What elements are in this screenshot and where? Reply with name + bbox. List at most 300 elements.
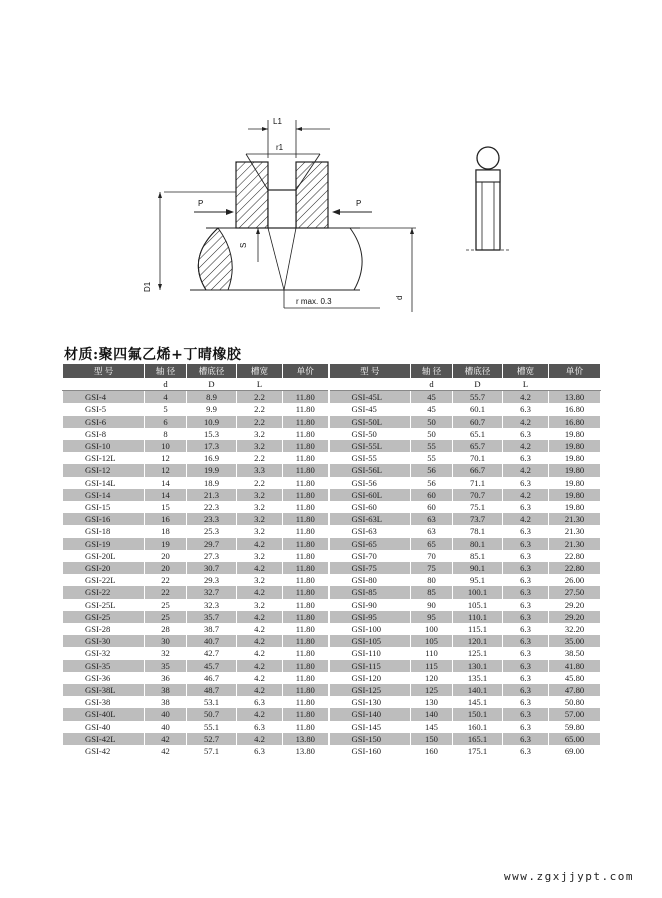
price-cell: 11.80 xyxy=(283,635,329,647)
groove-width-cell: 3.2 xyxy=(237,513,283,525)
column-header: 槽宽 xyxy=(237,364,283,378)
groove-diameter-cell: 135.1 xyxy=(453,672,503,684)
table-row xyxy=(63,440,601,452)
column-header: 槽底径 xyxy=(453,364,503,378)
price-cell: 69.00 xyxy=(549,745,601,757)
groove-diameter-cell: 150.1 xyxy=(453,708,503,720)
groove-width-cell: 3.2 xyxy=(237,428,283,440)
table-row xyxy=(63,660,601,672)
column-header: 轴 径 xyxy=(411,364,453,378)
groove-width-cell: 6.3 xyxy=(503,660,549,672)
groove-diameter-cell: 19.9 xyxy=(187,464,237,476)
groove-width-cell: 6.3 xyxy=(503,672,549,684)
shaft-diameter-cell: 145 xyxy=(411,721,453,733)
groove-diameter-cell: 140.1 xyxy=(453,684,503,696)
groove-width-cell: 4.2 xyxy=(237,623,283,635)
price-cell: 19.80 xyxy=(549,477,601,489)
shaft-diameter-cell: 4 xyxy=(145,391,187,404)
price-cell: 21.30 xyxy=(549,538,601,550)
groove-width-cell: 4.2 xyxy=(237,672,283,684)
groove-width-cell: 3.2 xyxy=(237,550,283,562)
shaft-diameter-cell: 50 xyxy=(411,416,453,428)
table-row xyxy=(63,452,601,464)
price-cell: 11.80 xyxy=(283,477,329,489)
column-subheader: d xyxy=(145,378,187,391)
price-cell: 13.80 xyxy=(549,391,601,404)
model-cell: GSI-16 xyxy=(63,513,145,525)
shaft-diameter-cell: 55 xyxy=(411,452,453,464)
model-cell: GSI-30 xyxy=(63,635,145,647)
shaft-diameter-cell: 60 xyxy=(411,489,453,501)
shaft-diameter-cell: 42 xyxy=(145,733,187,745)
price-cell: 11.80 xyxy=(283,416,329,428)
shaft-diameter-cell: 90 xyxy=(411,599,453,611)
price-cell: 21.30 xyxy=(549,525,601,537)
groove-width-cell: 6.3 xyxy=(503,721,549,733)
price-cell: 21.30 xyxy=(549,513,601,525)
model-cell: GSI-65 xyxy=(329,538,411,550)
table-subheader-row xyxy=(63,378,601,391)
groove-diameter-cell: 95.1 xyxy=(453,574,503,586)
price-cell: 11.80 xyxy=(283,721,329,733)
model-cell: GSI-140 xyxy=(329,708,411,720)
groove-width-cell: 6.3 xyxy=(503,599,549,611)
groove-diameter-cell: 42.7 xyxy=(187,647,237,659)
shaft-diameter-cell: 30 xyxy=(145,635,187,647)
price-cell: 19.80 xyxy=(549,501,601,513)
model-cell: GSI-38 xyxy=(63,696,145,708)
groove-diameter-cell: 30.7 xyxy=(187,562,237,574)
model-cell: GSI-36 xyxy=(63,672,145,684)
price-cell: 11.80 xyxy=(283,708,329,720)
table-row xyxy=(63,733,601,745)
model-cell: GSI-55 xyxy=(329,452,411,464)
groove-width-cell: 4.2 xyxy=(237,635,283,647)
groove-width-cell: 6.3 xyxy=(503,574,549,586)
price-cell: 32.20 xyxy=(549,623,601,635)
d1-label: D1 xyxy=(143,281,152,292)
model-cell: GSI-32 xyxy=(63,647,145,659)
groove-diameter-cell: 50.7 xyxy=(187,708,237,720)
groove-diameter-cell: 32.7 xyxy=(187,586,237,598)
groove-diameter-cell: 115.1 xyxy=(453,623,503,635)
price-cell: 11.80 xyxy=(283,672,329,684)
shaft-diameter-cell: 25 xyxy=(145,611,187,623)
price-cell: 41.80 xyxy=(549,660,601,672)
groove-diameter-cell: 8.9 xyxy=(187,391,237,404)
price-cell: 19.80 xyxy=(549,452,601,464)
price-cell: 11.80 xyxy=(283,428,329,440)
price-cell: 45.80 xyxy=(549,672,601,684)
shaft-diameter-cell: 36 xyxy=(145,672,187,684)
groove-width-cell: 6.3 xyxy=(503,452,549,464)
groove-diameter-cell: 75.1 xyxy=(453,501,503,513)
model-cell: GSI-22L xyxy=(63,574,145,586)
groove-diameter-cell: 10.9 xyxy=(187,416,237,428)
price-cell: 11.80 xyxy=(283,391,329,404)
groove-width-cell: 6.3 xyxy=(503,733,549,745)
shaft-diameter-cell: 50 xyxy=(411,428,453,440)
groove-diameter-cell: 52.7 xyxy=(187,733,237,745)
price-cell: 11.80 xyxy=(283,550,329,562)
groove-diameter-cell: 29.3 xyxy=(187,574,237,586)
spec-table xyxy=(62,364,601,757)
model-cell: GSI-63L xyxy=(329,513,411,525)
s-label: S xyxy=(239,242,248,248)
table-row xyxy=(63,574,601,586)
groove-diameter-cell: 9.9 xyxy=(187,403,237,415)
groove-width-cell: 2.2 xyxy=(237,452,283,464)
shaft-diameter-cell: 12 xyxy=(145,452,187,464)
price-cell: 57.00 xyxy=(549,708,601,720)
groove-width-cell: 6.3 xyxy=(503,428,549,440)
price-cell: 11.80 xyxy=(283,452,329,464)
p-right-label: P xyxy=(356,199,362,208)
model-cell: GSI-56L xyxy=(329,464,411,476)
groove-width-cell: 6.3 xyxy=(503,745,549,757)
shaft-diameter-cell: 32 xyxy=(145,647,187,659)
model-cell: GSI-100 xyxy=(329,623,411,635)
column-subheader: d xyxy=(411,378,453,391)
table-row xyxy=(63,391,601,404)
price-cell: 29.20 xyxy=(549,611,601,623)
shaft-diameter-cell: 120 xyxy=(411,672,453,684)
groove-diameter-cell: 90.1 xyxy=(453,562,503,574)
table-row xyxy=(63,586,601,598)
model-cell: GSI-38L xyxy=(63,684,145,696)
groove-width-cell: 4.2 xyxy=(237,586,283,598)
column-header: 单价 xyxy=(549,364,601,378)
shaft-diameter-cell: 125 xyxy=(411,684,453,696)
table-row xyxy=(63,647,601,659)
groove-width-cell: 6.3 xyxy=(503,562,549,574)
model-cell: GSI-40L xyxy=(63,708,145,720)
groove-diameter-cell: 73.7 xyxy=(453,513,503,525)
groove-diameter-cell: 66.7 xyxy=(453,464,503,476)
groove-diameter-cell: 65.1 xyxy=(453,428,503,440)
groove-diameter-cell: 60.7 xyxy=(453,416,503,428)
groove-width-cell: 6.3 xyxy=(503,696,549,708)
shaft-diameter-cell: 95 xyxy=(411,611,453,623)
groove-width-cell: 3.2 xyxy=(237,574,283,586)
groove-diameter-cell: 78.1 xyxy=(453,525,503,537)
model-cell: GSI-90 xyxy=(329,599,411,611)
price-cell: 50.80 xyxy=(549,696,601,708)
groove-width-cell: 4.2 xyxy=(237,562,283,574)
shaft-diameter-cell: 85 xyxy=(411,586,453,598)
groove-diameter-cell: 32.3 xyxy=(187,599,237,611)
model-cell: GSI-145 xyxy=(329,721,411,733)
shaft-diameter-cell: 42 xyxy=(145,745,187,757)
column-header: 槽宽 xyxy=(503,364,549,378)
table-body xyxy=(63,391,601,758)
price-cell: 38.50 xyxy=(549,647,601,659)
groove-diameter-cell: 110.1 xyxy=(453,611,503,623)
groove-width-cell: 4.2 xyxy=(237,538,283,550)
table-row xyxy=(63,696,601,708)
table-row xyxy=(63,525,601,537)
column-subheader: L xyxy=(237,378,283,391)
groove-width-cell: 4.2 xyxy=(503,464,549,476)
groove-diameter-cell: 175.1 xyxy=(453,745,503,757)
shaft-diameter-cell: 14 xyxy=(145,477,187,489)
groove-width-cell: 4.2 xyxy=(503,513,549,525)
groove-width-cell: 6.3 xyxy=(503,586,549,598)
r1-label: r1 xyxy=(276,143,284,152)
price-cell: 11.80 xyxy=(283,464,329,476)
groove-diameter-cell: 80.1 xyxy=(453,538,503,550)
price-cell: 11.80 xyxy=(283,586,329,598)
price-cell: 11.80 xyxy=(283,403,329,415)
groove-diameter-cell: 16.9 xyxy=(187,452,237,464)
price-cell: 11.80 xyxy=(283,574,329,586)
shaft-diameter-cell: 10 xyxy=(145,440,187,452)
model-cell: GSI-22 xyxy=(63,586,145,598)
groove-width-cell: 4.2 xyxy=(237,647,283,659)
shaft-diameter-cell: 63 xyxy=(411,513,453,525)
groove-diameter-cell: 120.1 xyxy=(453,635,503,647)
price-cell: 11.80 xyxy=(283,660,329,672)
price-cell: 59.80 xyxy=(549,721,601,733)
model-cell: GSI-35 xyxy=(63,660,145,672)
table-row xyxy=(63,538,601,550)
price-cell: 47.80 xyxy=(549,684,601,696)
shaft-diameter-cell: 70 xyxy=(411,550,453,562)
shaft-diameter-cell: 75 xyxy=(411,562,453,574)
groove-width-cell: 3.3 xyxy=(237,464,283,476)
column-header: 型 号 xyxy=(329,364,411,378)
model-cell: GSI-12L xyxy=(63,452,145,464)
groove-width-cell: 6.3 xyxy=(237,696,283,708)
table-row xyxy=(63,416,601,428)
shaft-diameter-cell: 60 xyxy=(411,501,453,513)
shaft-diameter-cell: 20 xyxy=(145,550,187,562)
price-cell: 19.80 xyxy=(549,428,601,440)
table-row xyxy=(63,550,601,562)
groove-diameter-cell: 100.1 xyxy=(453,586,503,598)
column-header: 单价 xyxy=(283,364,329,378)
shaft-diameter-cell: 6 xyxy=(145,416,187,428)
model-cell: GSI-45 xyxy=(329,403,411,415)
table-row xyxy=(63,501,601,513)
model-cell: GSI-20 xyxy=(63,562,145,574)
shaft-diameter-cell: 18 xyxy=(145,525,187,537)
price-cell: 11.80 xyxy=(283,501,329,513)
d-label: d xyxy=(395,295,404,300)
shaft-diameter-cell: 56 xyxy=(411,464,453,476)
shaft-diameter-cell: 19 xyxy=(145,538,187,550)
table-row xyxy=(63,464,601,476)
shaft-diameter-cell: 65 xyxy=(411,538,453,550)
table-row xyxy=(63,745,601,757)
groove-width-cell: 2.2 xyxy=(237,477,283,489)
rmax-label: r max. 0.3 xyxy=(296,297,332,306)
price-cell: 19.80 xyxy=(549,440,601,452)
price-cell: 27.50 xyxy=(549,586,601,598)
shaft-diameter-cell: 35 xyxy=(145,660,187,672)
model-cell: GSI-14L xyxy=(63,477,145,489)
groove-width-cell: 6.3 xyxy=(503,477,549,489)
model-cell: GSI-25 xyxy=(63,611,145,623)
shaft-diameter-cell: 16 xyxy=(145,513,187,525)
shaft-diameter-cell: 45 xyxy=(411,403,453,415)
column-subheader: D xyxy=(453,378,503,391)
groove-width-cell: 3.2 xyxy=(237,599,283,611)
shaft-diameter-cell: 40 xyxy=(145,708,187,720)
column-header: 型 号 xyxy=(63,364,145,378)
model-cell: GSI-50L xyxy=(329,416,411,428)
price-cell: 11.80 xyxy=(283,647,329,659)
model-cell: GSI-8 xyxy=(63,428,145,440)
model-cell: GSI-50 xyxy=(329,428,411,440)
model-cell: GSI-42 xyxy=(63,745,145,757)
shaft-diameter-cell: 160 xyxy=(411,745,453,757)
groove-diameter-cell: 46.7 xyxy=(187,672,237,684)
shaft-diameter-cell: 20 xyxy=(145,562,187,574)
shaft-diameter-cell: 45 xyxy=(411,391,453,404)
model-cell: GSI-45L xyxy=(329,391,411,404)
price-cell: 11.80 xyxy=(283,525,329,537)
model-cell: GSI-25L xyxy=(63,599,145,611)
shaft-diameter-cell: 25 xyxy=(145,599,187,611)
model-cell: GSI-63 xyxy=(329,525,411,537)
price-cell: 11.80 xyxy=(283,562,329,574)
price-cell: 11.80 xyxy=(283,489,329,501)
column-subheader xyxy=(329,378,411,391)
model-cell: GSI-42L xyxy=(63,733,145,745)
price-cell: 11.80 xyxy=(283,623,329,635)
model-cell: GSI-70 xyxy=(329,550,411,562)
groove-width-cell: 6.3 xyxy=(503,684,549,696)
groove-width-cell: 6.3 xyxy=(503,538,549,550)
model-cell: GSI-110 xyxy=(329,647,411,659)
groove-width-cell: 4.2 xyxy=(237,660,283,672)
price-cell: 22.80 xyxy=(549,562,601,574)
price-cell: 65.00 xyxy=(549,733,601,745)
shaft-diameter-cell: 150 xyxy=(411,733,453,745)
shaft-diameter-cell: 130 xyxy=(411,696,453,708)
shaft-diameter-cell: 80 xyxy=(411,574,453,586)
price-cell: 11.80 xyxy=(283,684,329,696)
groove-width-cell: 4.2 xyxy=(503,391,549,404)
groove-width-cell: 2.2 xyxy=(237,403,283,415)
groove-diameter-cell: 125.1 xyxy=(453,647,503,659)
column-header: 轴 径 xyxy=(145,364,187,378)
shaft-diameter-cell: 38 xyxy=(145,696,187,708)
model-cell: GSI-18 xyxy=(63,525,145,537)
price-cell: 22.80 xyxy=(549,550,601,562)
groove-diameter-cell: 145.1 xyxy=(453,696,503,708)
groove-width-cell: 4.2 xyxy=(237,611,283,623)
groove-diameter-cell: 65.7 xyxy=(453,440,503,452)
table-row xyxy=(63,428,601,440)
groove-width-cell: 3.2 xyxy=(237,440,283,452)
groove-width-cell: 3.2 xyxy=(237,525,283,537)
price-cell: 16.80 xyxy=(549,403,601,415)
column-subheader: L xyxy=(503,378,549,391)
shaft-diameter-cell: 22 xyxy=(145,586,187,598)
groove-diameter-cell: 85.1 xyxy=(453,550,503,562)
groove-diameter-cell: 70.1 xyxy=(453,452,503,464)
groove-diameter-cell: 21.3 xyxy=(187,489,237,501)
p-left-label: P xyxy=(198,199,204,208)
groove-diameter-cell: 22.3 xyxy=(187,501,237,513)
table-row xyxy=(63,513,601,525)
price-cell: 13.80 xyxy=(283,733,329,745)
groove-diameter-cell: 57.1 xyxy=(187,745,237,757)
table-row xyxy=(63,562,601,574)
groove-diameter-cell: 25.3 xyxy=(187,525,237,537)
price-cell: 11.80 xyxy=(283,611,329,623)
shaft-diameter-cell: 28 xyxy=(145,623,187,635)
groove-width-cell: 6.3 xyxy=(503,501,549,513)
groove-diameter-cell: 29.7 xyxy=(187,538,237,550)
groove-width-cell: 6.3 xyxy=(503,708,549,720)
model-cell: GSI-115 xyxy=(329,660,411,672)
groove-diameter-cell: 48.7 xyxy=(187,684,237,696)
shaft-diameter-cell: 100 xyxy=(411,623,453,635)
groove-width-cell: 6.3 xyxy=(237,745,283,757)
model-cell: GSI-4 xyxy=(63,391,145,404)
groove-width-cell: 6.3 xyxy=(503,525,549,537)
shaft-diameter-cell: 15 xyxy=(145,501,187,513)
model-cell: GSI-105 xyxy=(329,635,411,647)
groove-diameter-cell: 35.7 xyxy=(187,611,237,623)
model-cell: GSI-95 xyxy=(329,611,411,623)
price-cell: 11.80 xyxy=(283,599,329,611)
table-row xyxy=(63,721,601,733)
shaft-diameter-cell: 14 xyxy=(145,489,187,501)
table-row xyxy=(63,672,601,684)
groove-diameter-cell: 15.3 xyxy=(187,428,237,440)
groove-width-cell: 2.2 xyxy=(237,391,283,404)
groove-width-cell: 6.3 xyxy=(503,623,549,635)
groove-diameter-cell: 18.9 xyxy=(187,477,237,489)
groove-width-cell: 4.2 xyxy=(503,416,549,428)
model-cell: GSI-6 xyxy=(63,416,145,428)
model-cell: GSI-160 xyxy=(329,745,411,757)
model-cell: GSI-40 xyxy=(63,721,145,733)
groove-diameter-cell: 160.1 xyxy=(453,721,503,733)
model-cell: GSI-19 xyxy=(63,538,145,550)
groove-width-cell: 4.2 xyxy=(237,733,283,745)
model-cell: GSI-10 xyxy=(63,440,145,452)
price-cell: 11.80 xyxy=(283,538,329,550)
groove-width-cell: 6.3 xyxy=(503,635,549,647)
groove-width-cell: 4.2 xyxy=(503,489,549,501)
groove-diameter-cell: 60.1 xyxy=(453,403,503,415)
table-row xyxy=(63,403,601,415)
groove-diameter-cell: 105.1 xyxy=(453,599,503,611)
table-row xyxy=(63,708,601,720)
model-cell: GSI-60 xyxy=(329,501,411,513)
model-cell: GSI-56 xyxy=(329,477,411,489)
table-row xyxy=(63,599,601,611)
groove-diameter-cell: 55.1 xyxy=(187,721,237,733)
model-cell: GSI-12 xyxy=(63,464,145,476)
website-footer: www.zgxjjypt.com xyxy=(504,870,634,883)
column-subheader xyxy=(283,378,329,391)
l1-label: L1 xyxy=(273,117,282,126)
groove-diameter-cell: 38.7 xyxy=(187,623,237,635)
groove-diameter-cell: 53.1 xyxy=(187,696,237,708)
price-cell: 29.20 xyxy=(549,599,601,611)
shaft-diameter-cell: 38 xyxy=(145,684,187,696)
shaft-diameter-cell: 12 xyxy=(145,464,187,476)
model-cell: GSI-28 xyxy=(63,623,145,635)
groove-width-cell: 4.2 xyxy=(503,440,549,452)
table-row xyxy=(63,623,601,635)
